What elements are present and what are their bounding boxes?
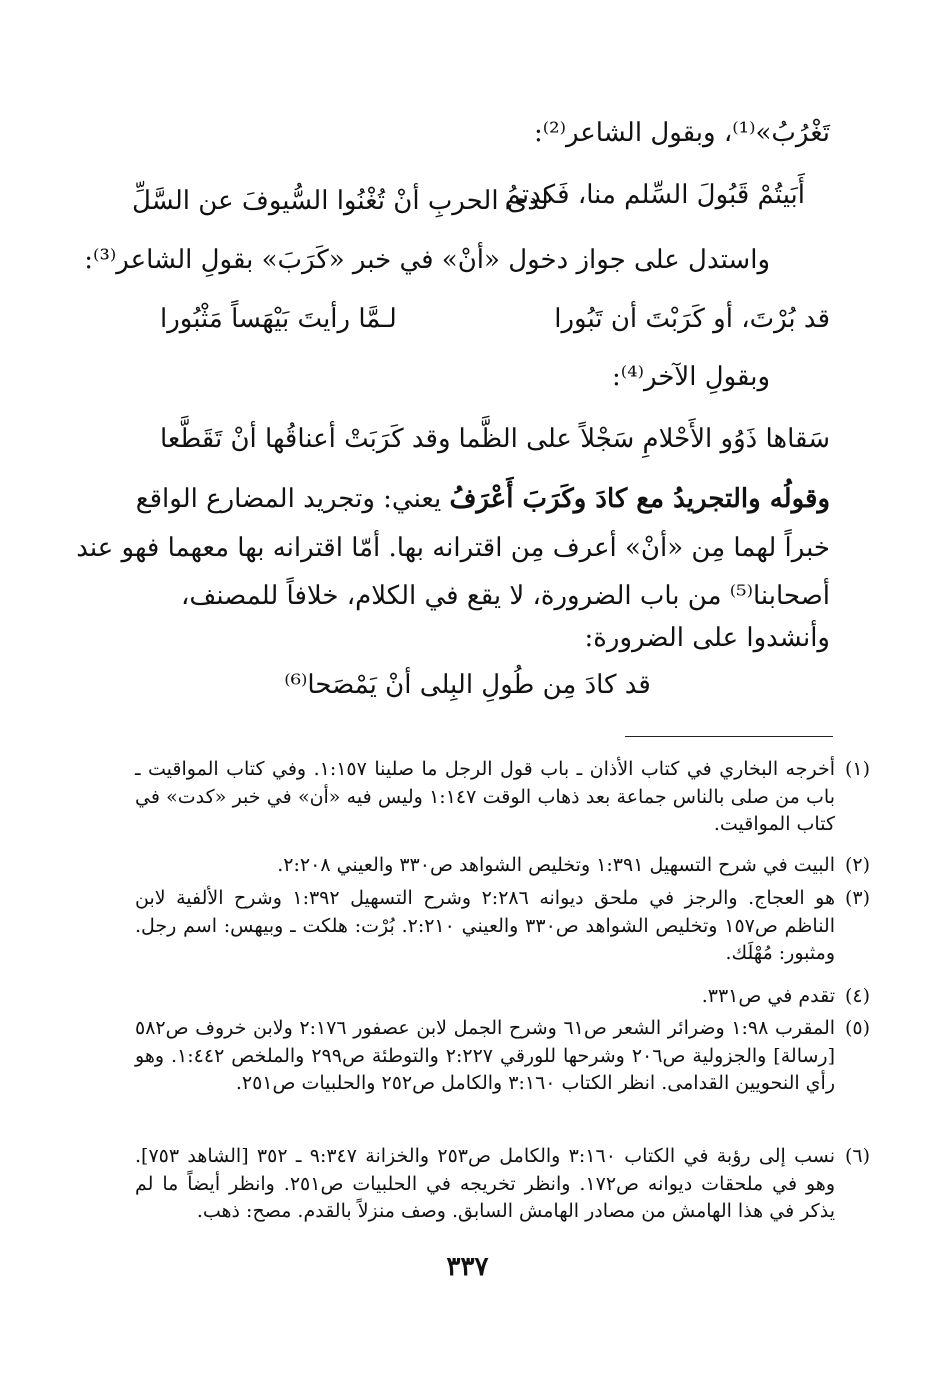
footnote-6-text: نسب إلى رؤبة في الكتاب ٣:١٦٠ والكامل ص٢٥٣ والخزانة ٩:٣٤٧ ـ ٣٥٢ [الشاهد ٧٥٣]. وهو في ملحقات ديوانه ص١٧٢. وانظر تخريجه في الحلبيات ص٢٥١. وانظر أيضاً ما لم يذكر في هذا الهامش من مصادر الهامش السابق. وصف منزلاً بالقدم. مصح: ذهب. <box>135 1145 835 1223</box>
verse-3-second-hemistich: وقد كَرَبَتْ أعناقُها أنْ تَقَطَّعا <box>160 424 451 454</box>
footnote-4-text: تقدم في ص٣٣١. <box>701 985 835 1007</box>
footnote-5 <box>135 1015 835 1098</box>
footnote-3-number: (٣) <box>844 887 870 909</box>
footnote-1-number: (١) <box>844 758 870 780</box>
text-line-5: وبقولِ الآخر⁽⁴⁾: <box>612 362 770 392</box>
commentary-lemma: وقولُه والتجريدُ مع كادَ وكَرَبَ أَعْرَفُ <box>449 484 830 514</box>
verse-1-second-hemistich: لدى الحربِ أنْ تُغْنُوا السُّيوفَ عن السَّلِّ <box>132 186 549 216</box>
page-number: ٣٣٧ <box>446 1252 489 1282</box>
footnote-2-text: البيت في شرح التسهيل ١:٣٩١ وتخليص الشواهد ص٣٣٠ والعيني ٢:٢٠٨. <box>277 854 835 876</box>
verse-3-first-hemistich: سَقاها ذَوُو الأَحْلامِ سَجْلاً على الظَّما <box>458 424 830 454</box>
verse-1-first-hemistich: أَبَيتُمْ قَبُولَ السِّلم منا، فَكدتمُ <box>504 180 805 210</box>
footnote-1 <box>135 756 835 839</box>
footnote-separator <box>625 736 833 737</box>
footnote-4 <box>135 983 835 1011</box>
footnote-5-number: (٥) <box>844 1017 870 1039</box>
verse-2-first-hemistich: قد بُرْتَ، أو كَرَبْتَ أن تَبُورا <box>554 304 830 334</box>
footnote-5-text: المقرب ١:٩٨ وضرائر الشعر ص٦١ وشرح الجمل لابن عصفور ٢:١٧٦ ولابن خروف ص٥٨٢ [رسالة] والجزولية ص٢٠٦ وشرحها للورقي ٢:٢٢٧ والتوطئة ص٢٩٩ والملخص ١:٤٤٢. وهو رأي النحويين القدامى. انظر الكتاب ٣:١٦٠ والكامل ص٢٥٢ والحلبيات ص٢٥١. <box>135 1017 836 1095</box>
half-verse: قد كادَ مِن طُولِ البِلى أنْ يَمْصَحا⁽⁶⁾ <box>284 670 651 700</box>
footnote-2-number: (٢) <box>844 854 870 876</box>
text-line-3: واستدل على جواز دخول «أنْ» في خبر «كَرَبَ» بقولِ الشاعر⁽³⁾: <box>84 245 770 275</box>
paragraph-line-1-rest: يعني: وتجريد المضارع الواقع <box>135 484 442 514</box>
paragraph-line-3: أصحابنا⁽⁵⁾ من باب الضرورة، لا يقع في الكلام، خلافاً للمصنف، <box>181 581 830 611</box>
paragraph-line-1 <box>136 484 830 515</box>
footnote-2 <box>135 852 835 880</box>
footnote-6-number: (٦) <box>844 1145 870 1167</box>
footnote-6 <box>135 1143 835 1226</box>
footnote-3 <box>135 885 835 968</box>
footnote-1-text: أخرجه البخاري في كتاب الأذان ـ باب قول الرجل ما صلينا ١:١٥٧. وفي كتاب المواقيت ـ باب من صلى بالناس جماعة بعد ذهاب الوقت ١:١٤٧ وليس فيه «أن» في خبر «كدت» في كتاب المواقيت. <box>135 758 835 836</box>
footnote-3-text: هو العجاج. والرجز في ملحق ديوانه ٢:٢٨٦ وشرح التسهيل ١:٣٩٢ وشرح الألفية لابن الناظم ص١٥٧ وتخليص الشواهد ص٣٣٠ والعيني ٢:٢١٠. بُرْت: هلكت ـ وبيهس: اسم رجل. ومثبور: مُهْلَك. <box>135 887 836 965</box>
paragraph-line-2: خبراً لهما مِن «أنْ» أعرف مِن اقترانه بها. أمّا اقترانه بها معهما فهو عند <box>76 533 830 563</box>
text-line-1: تَغْرُبُ»⁽¹⁾، وبقول الشاعر⁽²⁾: <box>533 118 830 148</box>
paragraph-line-4: وأنشدوا على الضرورة: <box>584 623 830 653</box>
verse-2-second-hemistich: لـمَّا رأيتَ بَيْهَساً مَثْبُورا <box>160 304 397 334</box>
footnote-4-number: (٤) <box>844 985 870 1007</box>
